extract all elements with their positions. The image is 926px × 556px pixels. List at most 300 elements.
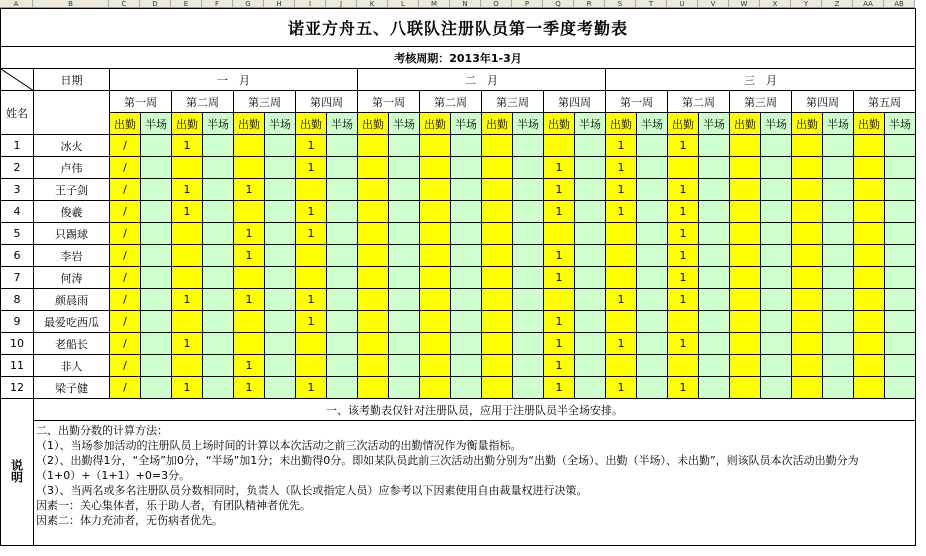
half-attendance-cell[interactable] [823,135,854,157]
half-attendance-cell[interactable] [885,245,916,267]
full-attendance-cell[interactable] [482,201,513,223]
column-header-z[interactable]: Z [822,0,853,8]
half-attendance-cell[interactable] [761,223,792,245]
half-attendance-header[interactable]: 半场 [637,113,668,135]
column-header-a[interactable]: A [0,0,33,8]
full-attendance-cell[interactable]: 1 [296,223,327,245]
full-attendance-cell[interactable] [234,157,265,179]
player-name[interactable]: 最爱吃西瓜 [34,311,110,333]
half-attendance-header[interactable]: 半场 [265,113,296,135]
half-attendance-cell[interactable] [761,135,792,157]
full-attendance-header[interactable]: 出勤 [544,113,575,135]
full-attendance-cell[interactable]: 1 [544,201,575,223]
half-attendance-cell[interactable] [327,157,358,179]
half-attendance-cell[interactable] [451,223,482,245]
full-attendance-cell[interactable] [606,267,637,289]
full-attendance-cell[interactable] [792,377,823,399]
player-name[interactable]: 王子剑 [34,179,110,201]
full-attendance-header[interactable]: 出勤 [420,113,451,135]
full-attendance-cell[interactable]: 1 [234,289,265,311]
full-attendance-cell[interactable] [420,157,451,179]
half-attendance-header[interactable]: 半场 [823,113,854,135]
half-attendance-cell[interactable] [327,201,358,223]
full-attendance-cell[interactable]: / [110,245,141,267]
full-attendance-cell[interactable] [482,355,513,377]
full-attendance-cell[interactable] [606,245,637,267]
full-attendance-cell[interactable] [358,333,389,355]
half-attendance-cell[interactable] [141,245,172,267]
half-attendance-cell[interactable] [203,289,234,311]
half-attendance-cell[interactable] [699,289,730,311]
full-attendance-cell[interactable]: / [110,289,141,311]
full-attendance-cell[interactable] [172,311,203,333]
half-attendance-cell[interactable] [637,267,668,289]
full-attendance-cell[interactable] [854,333,885,355]
half-attendance-cell[interactable] [761,377,792,399]
full-attendance-cell[interactable] [482,267,513,289]
full-attendance-cell[interactable] [854,245,885,267]
full-attendance-cell[interactable] [234,201,265,223]
notes-body[interactable] [34,421,916,546]
full-attendance-cell[interactable]: / [110,223,141,245]
full-attendance-cell[interactable]: 1 [172,201,203,223]
half-attendance-cell[interactable] [327,355,358,377]
row-number[interactable]: 6 [1,245,34,267]
half-attendance-cell[interactable] [637,245,668,267]
full-attendance-cell[interactable] [730,377,761,399]
half-attendance-cell[interactable] [389,289,420,311]
player-name[interactable]: 非人 [34,355,110,377]
half-attendance-cell[interactable] [389,355,420,377]
week-header[interactable]: 第四周 [544,91,606,113]
half-attendance-cell[interactable] [699,157,730,179]
full-attendance-cell[interactable] [358,311,389,333]
half-attendance-cell[interactable] [699,311,730,333]
half-attendance-cell[interactable] [203,135,234,157]
blank-cell[interactable] [34,91,110,135]
week-header[interactable]: 第二周 [420,91,482,113]
full-attendance-cell[interactable] [792,201,823,223]
half-attendance-header[interactable]: 半场 [699,113,730,135]
half-attendance-cell[interactable] [885,201,916,223]
full-attendance-cell[interactable] [854,201,885,223]
half-attendance-cell[interactable] [575,289,606,311]
half-attendance-header[interactable]: 半场 [761,113,792,135]
full-attendance-cell[interactable] [792,267,823,289]
full-attendance-cell[interactable] [668,157,699,179]
week-header[interactable]: 第三周 [234,91,296,113]
column-header-f[interactable]: F [202,0,233,8]
half-attendance-cell[interactable] [141,267,172,289]
full-attendance-cell[interactable] [420,267,451,289]
half-attendance-cell[interactable] [885,333,916,355]
full-attendance-cell[interactable]: 1 [172,333,203,355]
half-attendance-cell[interactable] [699,333,730,355]
full-attendance-cell[interactable] [358,355,389,377]
full-attendance-cell[interactable] [544,289,575,311]
half-attendance-cell[interactable] [823,377,854,399]
half-attendance-cell[interactable] [513,377,544,399]
full-attendance-cell[interactable] [730,201,761,223]
half-attendance-cell[interactable] [141,311,172,333]
column-header-g[interactable]: G [233,0,264,8]
half-attendance-header[interactable]: 半场 [575,113,606,135]
full-attendance-header[interactable]: 出勤 [606,113,637,135]
half-attendance-cell[interactable] [823,245,854,267]
half-attendance-cell[interactable] [265,377,296,399]
half-attendance-header[interactable]: 半场 [885,113,916,135]
month-mar[interactable]: 三 月 [606,69,916,91]
half-attendance-cell[interactable] [203,377,234,399]
half-attendance-cell[interactable] [451,267,482,289]
full-attendance-cell[interactable]: 1 [296,135,327,157]
row-number[interactable]: 7 [1,267,34,289]
half-attendance-cell[interactable] [823,157,854,179]
half-attendance-cell[interactable] [885,377,916,399]
full-attendance-cell[interactable] [172,223,203,245]
player-name[interactable]: 颜晨雨 [34,289,110,311]
half-attendance-cell[interactable] [637,377,668,399]
full-attendance-cell[interactable] [420,135,451,157]
half-attendance-cell[interactable] [637,333,668,355]
period-label[interactable]: 考核周期：2013年1-3月 [1,47,916,69]
half-attendance-cell[interactable] [513,333,544,355]
full-attendance-cell[interactable] [358,223,389,245]
half-attendance-cell[interactable] [761,267,792,289]
full-attendance-header[interactable]: 出勤 [730,113,761,135]
half-attendance-cell[interactable] [637,201,668,223]
half-attendance-cell[interactable] [823,311,854,333]
player-name[interactable]: 卢伟 [34,157,110,179]
diagonal-corner-cell[interactable] [1,69,34,91]
full-attendance-header[interactable]: 出勤 [792,113,823,135]
half-attendance-cell[interactable] [265,267,296,289]
full-attendance-cell[interactable] [358,201,389,223]
half-attendance-cell[interactable] [389,377,420,399]
half-attendance-cell[interactable] [699,179,730,201]
half-attendance-cell[interactable] [327,333,358,355]
full-attendance-cell[interactable] [296,267,327,289]
full-attendance-cell[interactable] [730,333,761,355]
full-attendance-cell[interactable]: / [110,311,141,333]
week-header[interactable]: 第四周 [296,91,358,113]
half-attendance-cell[interactable] [637,157,668,179]
full-attendance-cell[interactable] [854,267,885,289]
full-attendance-header[interactable]: 出勤 [668,113,699,135]
full-attendance-cell[interactable] [730,223,761,245]
half-attendance-cell[interactable] [637,311,668,333]
full-attendance-cell[interactable]: 1 [606,179,637,201]
half-attendance-cell[interactable] [451,377,482,399]
full-attendance-cell[interactable]: 1 [296,377,327,399]
half-attendance-cell[interactable] [823,267,854,289]
half-attendance-cell[interactable] [575,135,606,157]
full-attendance-cell[interactable] [854,157,885,179]
full-attendance-cell[interactable] [854,135,885,157]
full-attendance-cell[interactable] [730,245,761,267]
half-attendance-cell[interactable] [513,157,544,179]
full-attendance-cell[interactable]: 1 [544,333,575,355]
full-attendance-cell[interactable] [234,135,265,157]
half-attendance-cell[interactable] [575,377,606,399]
half-attendance-cell[interactable] [761,311,792,333]
full-attendance-cell[interactable]: / [110,201,141,223]
week-header[interactable]: 第三周 [482,91,544,113]
full-attendance-cell[interactable]: / [110,355,141,377]
half-attendance-header[interactable]: 半场 [451,113,482,135]
full-attendance-cell[interactable] [358,245,389,267]
full-attendance-cell[interactable]: 1 [544,157,575,179]
full-attendance-cell[interactable]: 1 [544,311,575,333]
half-attendance-cell[interactable] [327,135,358,157]
half-attendance-cell[interactable] [389,157,420,179]
column-header-ab[interactable]: AB [884,0,915,8]
half-attendance-cell[interactable] [265,179,296,201]
half-attendance-cell[interactable] [203,223,234,245]
full-attendance-cell[interactable]: 1 [172,179,203,201]
half-attendance-cell[interactable] [637,135,668,157]
full-attendance-cell[interactable] [730,355,761,377]
half-attendance-cell[interactable] [885,223,916,245]
half-attendance-cell[interactable] [885,157,916,179]
half-attendance-cell[interactable] [327,311,358,333]
half-attendance-cell[interactable] [513,289,544,311]
full-attendance-cell[interactable] [606,355,637,377]
full-attendance-cell[interactable] [792,311,823,333]
full-attendance-cell[interactable] [420,179,451,201]
full-attendance-cell[interactable]: 1 [606,201,637,223]
full-attendance-cell[interactable] [792,245,823,267]
half-attendance-cell[interactable] [265,311,296,333]
column-header-r[interactable]: R [574,0,605,8]
half-attendance-cell[interactable] [823,179,854,201]
half-attendance-cell[interactable] [823,355,854,377]
half-attendance-cell[interactable] [513,201,544,223]
half-attendance-cell[interactable] [823,289,854,311]
half-attendance-cell[interactable] [141,377,172,399]
half-attendance-cell[interactable] [203,333,234,355]
half-attendance-cell[interactable] [141,179,172,201]
half-attendance-cell[interactable] [141,201,172,223]
full-attendance-cell[interactable] [730,157,761,179]
half-attendance-cell[interactable] [761,179,792,201]
player-name[interactable]: 梁子健 [34,377,110,399]
full-attendance-cell[interactable] [482,179,513,201]
column-header-q[interactable]: Q [543,0,574,8]
half-attendance-cell[interactable] [513,267,544,289]
full-attendance-cell[interactable] [296,333,327,355]
half-attendance-cell[interactable] [637,223,668,245]
full-attendance-cell[interactable] [668,355,699,377]
full-attendance-cell[interactable] [730,135,761,157]
half-attendance-cell[interactable] [141,289,172,311]
full-attendance-cell[interactable]: 1 [172,377,203,399]
half-attendance-cell[interactable] [203,267,234,289]
half-attendance-cell[interactable] [451,245,482,267]
half-attendance-cell[interactable] [575,355,606,377]
half-attendance-cell[interactable] [637,179,668,201]
full-attendance-cell[interactable] [420,333,451,355]
full-attendance-cell[interactable]: 1 [668,333,699,355]
full-attendance-cell[interactable]: 1 [234,223,265,245]
full-attendance-cell[interactable] [420,311,451,333]
row-number[interactable]: 1 [1,135,34,157]
half-attendance-cell[interactable] [389,223,420,245]
half-attendance-header[interactable]: 半场 [203,113,234,135]
full-attendance-cell[interactable] [792,355,823,377]
full-attendance-cell[interactable] [172,157,203,179]
full-attendance-cell[interactable] [358,267,389,289]
half-attendance-cell[interactable] [203,157,234,179]
full-attendance-cell[interactable] [234,333,265,355]
half-attendance-cell[interactable] [637,355,668,377]
full-attendance-cell[interactable]: 1 [234,179,265,201]
full-attendance-cell[interactable]: 1 [668,179,699,201]
column-header-aa[interactable]: AA [853,0,884,8]
full-attendance-header[interactable]: 出勤 [172,113,203,135]
row-number[interactable]: 11 [1,355,34,377]
full-attendance-cell[interactable] [854,311,885,333]
player-name[interactable]: 只踢球 [34,223,110,245]
full-attendance-cell[interactable] [420,355,451,377]
full-attendance-cell[interactable] [420,223,451,245]
half-attendance-cell[interactable] [575,333,606,355]
date-label[interactable]: 日期 [34,69,110,91]
full-attendance-cell[interactable]: 1 [606,157,637,179]
half-attendance-cell[interactable] [885,355,916,377]
column-header-e[interactable]: E [171,0,202,8]
column-header-x[interactable]: X [760,0,791,8]
full-attendance-cell[interactable]: 1 [668,245,699,267]
full-attendance-cell[interactable] [730,267,761,289]
full-attendance-cell[interactable] [172,245,203,267]
half-attendance-cell[interactable] [265,201,296,223]
half-attendance-cell[interactable] [761,157,792,179]
half-attendance-cell[interactable] [389,311,420,333]
half-attendance-cell[interactable] [513,311,544,333]
half-attendance-cell[interactable] [637,289,668,311]
column-header-t[interactable]: T [636,0,667,8]
half-attendance-cell[interactable] [761,245,792,267]
half-attendance-cell[interactable] [265,223,296,245]
half-attendance-header[interactable]: 半场 [141,113,172,135]
full-attendance-cell[interactable] [854,355,885,377]
column-header-v[interactable]: V [698,0,729,8]
full-attendance-cell[interactable] [792,289,823,311]
half-attendance-cell[interactable] [699,377,730,399]
full-attendance-header[interactable]: 出勤 [482,113,513,135]
player-name[interactable]: 何涛 [34,267,110,289]
full-attendance-header[interactable]: 出勤 [854,113,885,135]
half-attendance-cell[interactable] [885,311,916,333]
full-attendance-cell[interactable] [420,201,451,223]
half-attendance-cell[interactable] [885,289,916,311]
half-attendance-cell[interactable] [389,245,420,267]
full-attendance-cell[interactable]: 1 [544,245,575,267]
half-attendance-cell[interactable] [389,135,420,157]
player-name[interactable]: 俊羲 [34,201,110,223]
week-header[interactable]: 第一周 [358,91,420,113]
half-attendance-cell[interactable] [575,223,606,245]
half-attendance-cell[interactable] [451,157,482,179]
full-attendance-cell[interactable] [420,289,451,311]
week-header[interactable]: 第二周 [668,91,730,113]
half-attendance-cell[interactable] [885,135,916,157]
column-header-p[interactable]: P [512,0,543,8]
half-attendance-cell[interactable] [389,179,420,201]
full-attendance-cell[interactable]: 1 [544,377,575,399]
full-attendance-cell[interactable] [358,377,389,399]
full-attendance-cell[interactable] [358,179,389,201]
full-attendance-cell[interactable]: / [110,267,141,289]
full-attendance-cell[interactable]: / [110,135,141,157]
full-attendance-cell[interactable]: 1 [668,223,699,245]
half-attendance-cell[interactable] [141,135,172,157]
month-feb[interactable]: 二 月 [358,69,606,91]
full-attendance-cell[interactable] [296,179,327,201]
full-attendance-cell[interactable]: 1 [668,377,699,399]
half-attendance-header[interactable]: 半场 [389,113,420,135]
half-attendance-cell[interactable] [699,201,730,223]
full-attendance-header[interactable]: 出勤 [234,113,265,135]
half-attendance-cell[interactable] [141,355,172,377]
half-attendance-cell[interactable] [575,157,606,179]
full-attendance-cell[interactable] [730,289,761,311]
player-name[interactable]: 老船长 [34,333,110,355]
row-number[interactable]: 2 [1,157,34,179]
row-number[interactable]: 4 [1,201,34,223]
full-attendance-cell[interactable] [358,157,389,179]
full-attendance-cell[interactable]: 1 [606,135,637,157]
column-header-b[interactable]: B [33,0,109,8]
half-attendance-cell[interactable] [203,311,234,333]
full-attendance-cell[interactable]: 1 [606,377,637,399]
full-attendance-cell[interactable] [854,179,885,201]
half-attendance-cell[interactable] [265,355,296,377]
half-attendance-cell[interactable] [141,223,172,245]
half-attendance-cell[interactable] [451,179,482,201]
full-attendance-cell[interactable] [606,223,637,245]
full-attendance-cell[interactable] [482,333,513,355]
full-attendance-cell[interactable]: 1 [668,289,699,311]
half-attendance-cell[interactable] [451,333,482,355]
full-attendance-cell[interactable] [482,311,513,333]
half-attendance-cell[interactable] [699,245,730,267]
half-attendance-cell[interactable] [513,355,544,377]
full-attendance-header[interactable]: 出勤 [358,113,389,135]
full-attendance-cell[interactable] [606,311,637,333]
row-number[interactable]: 9 [1,311,34,333]
half-attendance-cell[interactable] [327,289,358,311]
half-attendance-cell[interactable] [327,267,358,289]
half-attendance-cell[interactable] [327,223,358,245]
full-attendance-cell[interactable] [544,135,575,157]
full-attendance-cell[interactable] [172,267,203,289]
full-attendance-cell[interactable]: 1 [668,267,699,289]
half-attendance-header[interactable]: 半场 [513,113,544,135]
half-attendance-cell[interactable] [575,201,606,223]
half-attendance-cell[interactable] [823,333,854,355]
full-attendance-cell[interactable]: / [110,377,141,399]
half-attendance-cell[interactable] [141,157,172,179]
full-attendance-cell[interactable] [544,223,575,245]
column-header-u[interactable]: U [667,0,698,8]
half-attendance-cell[interactable] [761,333,792,355]
row-number[interactable]: 12 [1,377,34,399]
full-attendance-cell[interactable] [358,289,389,311]
name-label[interactable]: 姓名 [1,91,34,135]
full-attendance-cell[interactable] [420,245,451,267]
